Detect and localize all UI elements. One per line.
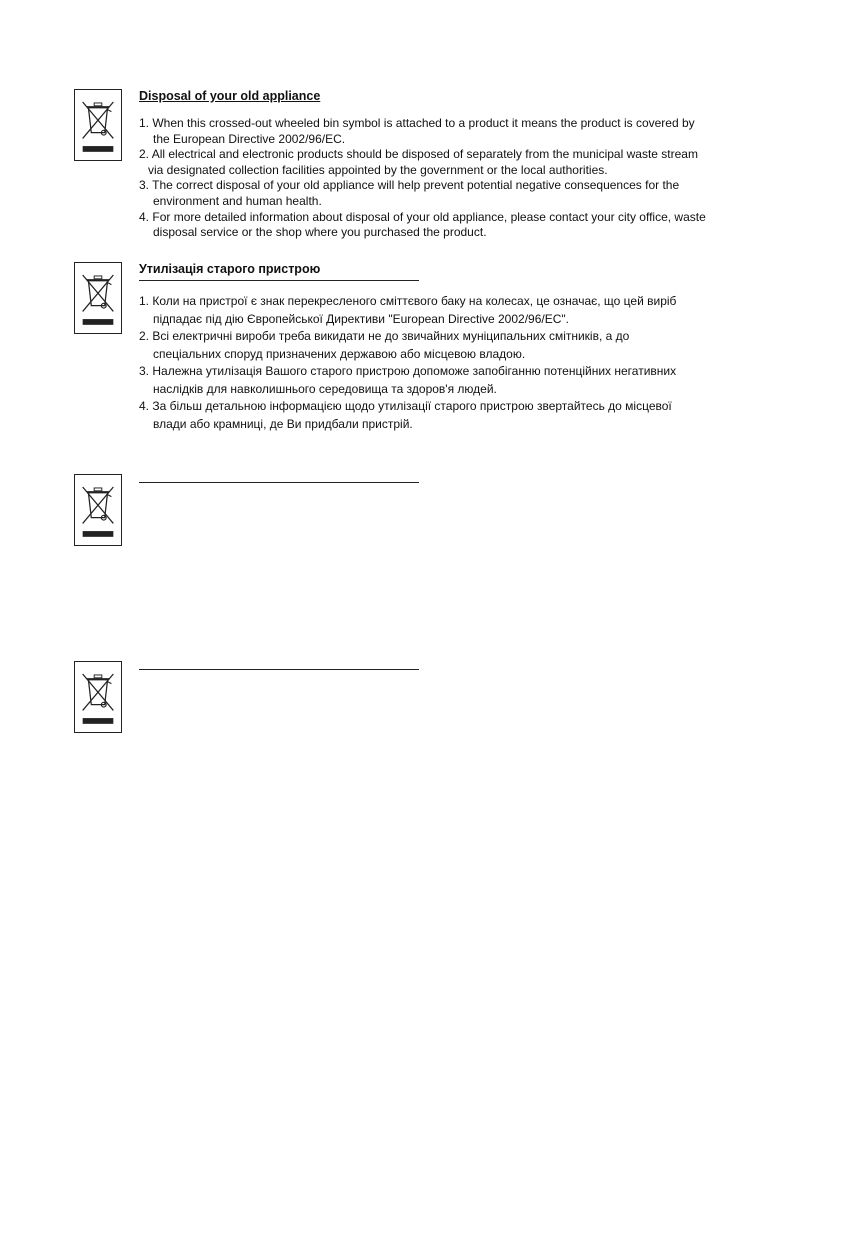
disposal-list (139, 116, 789, 241)
section-title: Disposal of your old appliance (139, 89, 321, 103)
disposal-text-english (139, 89, 789, 241)
list-item: 2. All electrical and electronic products should be disposed of separately from the municipal waste stream via designated collection facilities appointed by the government or the local authorities. (139, 147, 698, 177)
title-underline-rule (139, 669, 419, 670)
title-underline-rule (139, 280, 419, 281)
crossed-out-wheeled-bin-icon (74, 661, 122, 733)
disposal-list (139, 293, 789, 433)
crossed-out-wheeled-bin-icon (74, 262, 122, 334)
list-item: 4. За більш детальною інформацією щодо утилізації старого пристрою звертайтесь до місцевої влади або крамниці, де Ви придбали пристрій. (139, 399, 672, 431)
list-item: 1. When this crossed-out wheeled bin symbol is attached to a product it means the product is covered by the European Directive 2002/96/EC. (139, 116, 695, 146)
list-item: 4. For more detailed information about disposal of your old appliance, please contact your city office, waste disposal service or the shop where you purchased the product. (139, 209, 706, 240)
list-item: 3. The correct disposal of your old appliance will help prevent potential negative consequences for the environment and human health. (139, 178, 680, 208)
crossed-out-wheeled-bin-icon (74, 474, 122, 546)
disposal-text-ukrainian (139, 262, 789, 433)
title-underline-rule (139, 482, 419, 483)
crossed-out-wheeled-bin-icon (74, 89, 122, 161)
list-item: 3. Належна утилізація Вашого старого пристрою допоможе запобіганню потенційних негативних наслідків для навколишнього середовища та здоров'я людей. (139, 364, 677, 396)
list-item: 1. Коли на пристрої є знак перекресленого сміттєвого баку на колесах, це означає, що цей виріб підпадає під дію Європейської Директиви "European Directive 2002/96/EC". (139, 294, 677, 326)
section-title: Утилізація старого пристрою (139, 262, 321, 276)
list-item: 2. Всі електричні вироби треба викидати не до звичайних муніципальних смітників, а до спеціальних споруд призначених державою або місцевою владою. (139, 329, 630, 361)
